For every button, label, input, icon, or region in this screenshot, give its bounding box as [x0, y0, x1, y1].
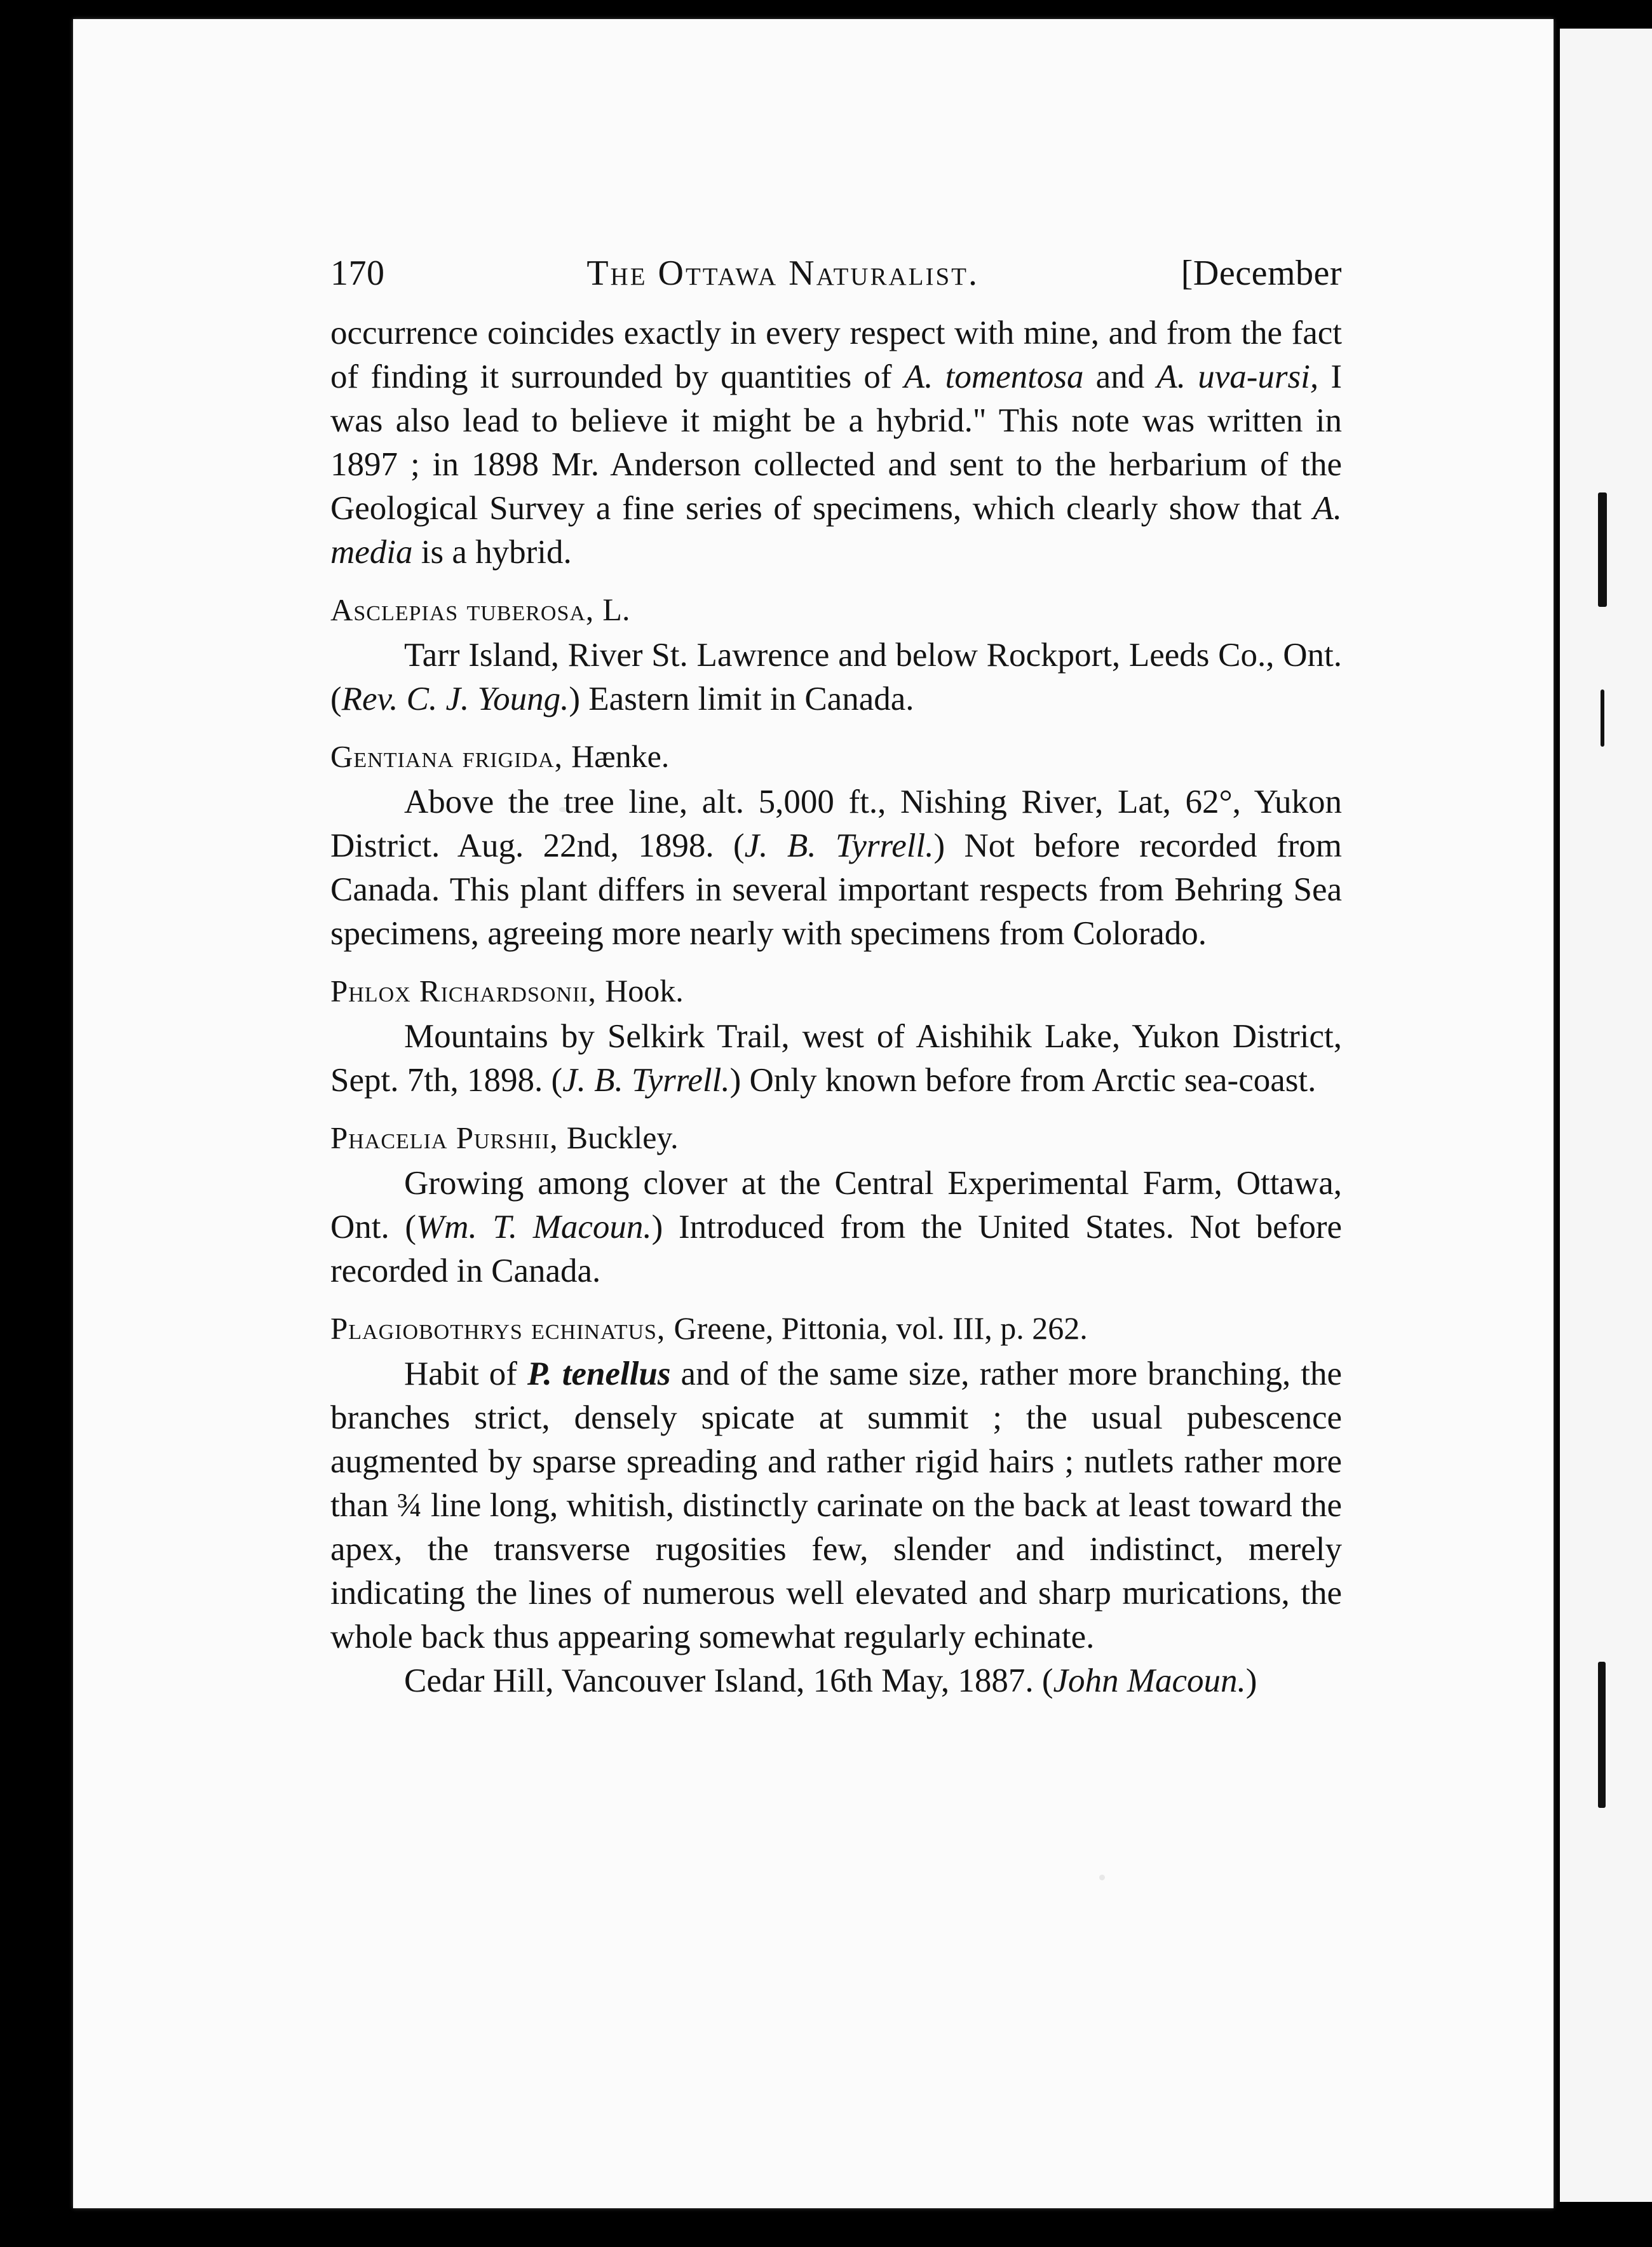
page-content	[330, 253, 1342, 1703]
record-text: ) Eastern limit in Canada.	[569, 681, 914, 717]
intro-text: is a hybrid.	[412, 534, 572, 571]
journal-title: The Ottawa Naturalist.	[586, 254, 979, 293]
paper-speck	[1099, 1875, 1105, 1880]
species-heading	[330, 1307, 1342, 1350]
record-text: ) Only known before from Arctic sea-coast.	[729, 1062, 1317, 1099]
species-heading	[330, 1117, 1342, 1159]
record-text: Above the tree line, alt. 5,000 ft., Nishing River, Lat, 62°, Yukon District. Aug. 22nd, 1898. (	[330, 784, 1342, 864]
species-heading-name: Phlox Richardsonii,	[330, 974, 597, 1008]
species-authority: Hænke.	[571, 738, 670, 774]
species-authority: Buckley.	[566, 1120, 679, 1155]
locality-text: )	[1245, 1662, 1257, 1699]
species-heading	[330, 588, 1342, 631]
species-heading-name: Phacelia Purshii,	[330, 1120, 559, 1155]
species-heading-name: Asclepias tuberosa,	[330, 592, 595, 627]
species-heading	[330, 970, 1342, 1012]
record-text: ) Not before recorded from Canada. This plant differs in several important respects from Behring Sea specimens, agreeing more nearly with specimens from Colorado.	[330, 827, 1342, 952]
collector-name: J. B. Tyrrell.	[744, 827, 934, 864]
record-text: Mountains by Selkirk Trail, west of Aishihik Lake, Yukon District, Sept. 7th, 1898. (	[330, 1018, 1342, 1099]
adjacent-page-edge	[1560, 29, 1652, 2202]
binding-mark	[1598, 1662, 1606, 1808]
collector-name: John Macoun.	[1053, 1662, 1246, 1699]
running-head	[330, 253, 1342, 311]
species-authority: Hook.	[605, 973, 684, 1008]
record-text: Tarr Island, River St. Lawrence and below Rockport, Leeds Co., Ont. (	[330, 637, 1342, 717]
species-heading-name: Plagiobothrys echinatus,	[330, 1311, 666, 1346]
species-authority: L.	[602, 592, 630, 627]
collector-name: Rev. C. J. Young.	[341, 681, 569, 717]
intro-text: and	[1083, 358, 1157, 395]
species-record	[330, 780, 1342, 956]
collector-name: Wm. T. Macoun.	[416, 1209, 652, 1246]
description-text: and of the same size, rather more branching, the branches strict, densely spicate at summit ; the usual pubescence augmented by sparse spreading and rather rigid hairs ; nutlets rather more than ¾ line long, whitish, distinctly carinate on the back at least toward the apex, the transverse rugosities few, slender and indistinct, merely indicating the lines of numerous well elevated and sharp murications, the whole back thus appearing somewhat regularly echinate.	[330, 1355, 1342, 1655]
species-record	[330, 634, 1342, 721]
collector-name: J. B. Tyrrell.	[562, 1062, 730, 1099]
intro-paragraph	[330, 311, 1342, 574]
species-record	[330, 1015, 1342, 1103]
species-authority: Greene, Pittonia, vol. III, p. 262.	[674, 1310, 1088, 1346]
species-heading	[330, 735, 1342, 778]
species-heading-name: Gentiana frigida,	[330, 739, 563, 774]
intro-text: occurrence coincides exactly in every respect with mine, and from the fact of finding it surrounded by quantities of	[330, 315, 1342, 395]
species-record	[330, 1162, 1342, 1293]
binding-mark	[1601, 689, 1604, 747]
species-name: A. tomentosa	[904, 358, 1084, 395]
issue-month: [December	[1181, 254, 1342, 293]
species-name: A. uva-ursi,	[1156, 358, 1319, 395]
species-name: A. media	[330, 490, 1342, 571]
binding-mark	[1598, 492, 1607, 607]
species-name: P. tenellus	[527, 1355, 671, 1392]
species-locality	[330, 1659, 1342, 1703]
page-number: 170	[330, 254, 385, 293]
locality-text: Cedar Hill, Vancouver Island, 16th May, 1887. (	[404, 1662, 1053, 1699]
intro-text: I was also lead to believe it might be a hybrid." This note was written in 1897 ; in 1898 Mr. Anderson collected and sent to the herbarium of the Geological Survey a fine series of specimens, which clearly show that	[330, 358, 1343, 527]
description-text: Habit of	[404, 1355, 527, 1392]
record-text: ) Introduced from the United States. Not before recorded in Canada.	[330, 1209, 1342, 1289]
species-description	[330, 1352, 1342, 1659]
record-text: Growing among clover at the Central Experimental Farm, Ottawa, Ont. (	[330, 1165, 1342, 1246]
